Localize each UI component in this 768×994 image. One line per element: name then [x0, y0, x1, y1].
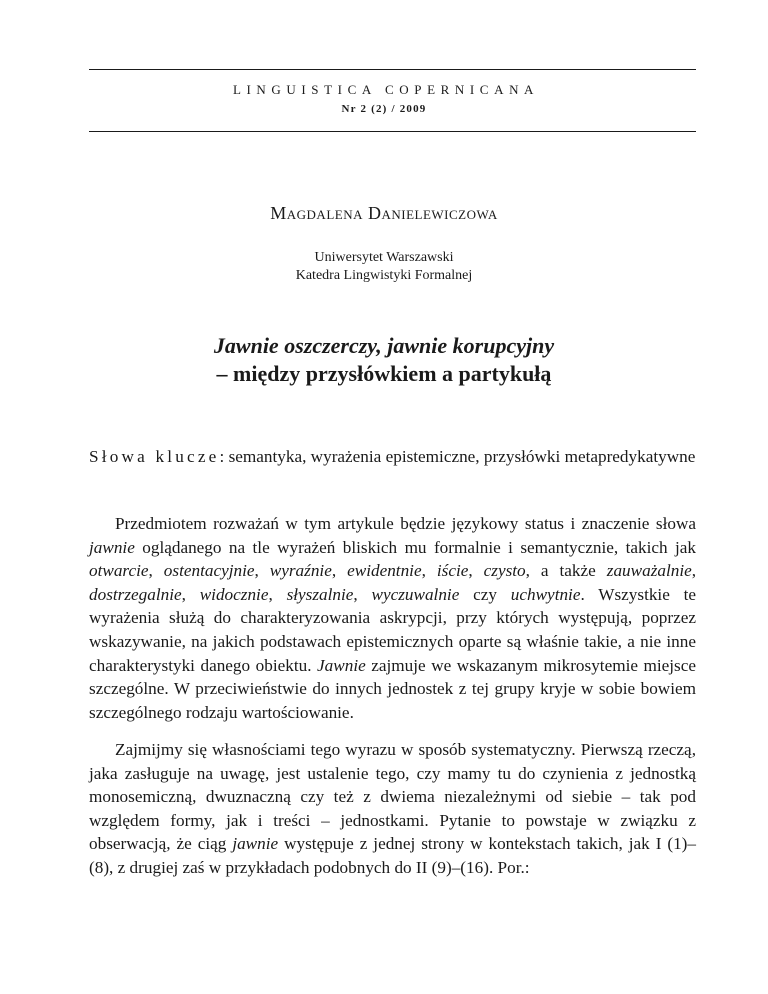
text-run: , [353, 584, 372, 604]
keywords [89, 445, 696, 469]
text-run: Przedmiotem rozważań w tym artykule będzie językowy status i znaczenie słowa [115, 514, 696, 533]
italic-term: zauważalnie [606, 561, 692, 581]
body-paragraph-2 [89, 738, 696, 880]
italic-term: wyraźnie [269, 561, 332, 581]
text-run: , [181, 584, 200, 604]
title-line-1: Jawnie oszczerczy, jawnie korupcyjny [213, 333, 555, 358]
italic-term: słyszalnie [286, 584, 354, 604]
text-run: , [148, 561, 164, 581]
keywords-label: Słowa klucze [89, 447, 220, 466]
italic-term: jawnie [89, 537, 135, 557]
author-name: Magdalena Danielewiczowa [270, 203, 498, 223]
text-run: Zajmijmy się własnościami tego wyrazu w sposób systematyczny. Pierwszą rzeczą, jaka zasługuje na uwagę, jest ustalenie tego, czy mamy tu do czynienia z jednostką monosemiczną, dwuznaczną czy też z dwiema niezależnymi od siebie – tak pod względem formy, jak i treści – jednostkami. Pytanie to powstaje w związku z obserwacją, że ciąg [89, 740, 696, 854]
title-line-2: – między przysłówkiem a partykułą [216, 361, 552, 386]
body-paragraph-1 [89, 512, 696, 724]
italic-term: widocznie [199, 584, 269, 604]
italic-term: ostentacyjnie [163, 561, 255, 581]
affiliation-university: Uniwersytet Warszawski [314, 250, 454, 265]
journal-title: LINGUISTICA COPERNICANA [232, 82, 540, 97]
italic-term: uchwytnie [510, 584, 581, 604]
italic-term: jawnie [232, 834, 279, 854]
text-run: zajmuje we wskazanym mikrosytemie miejsce szczególne. W przeciwieństwie do innych jednostek z tej grupy kryje w sobie bowiem szczególnego rodzaju wartościowanie. [89, 655, 696, 722]
article-title [0, 332, 768, 388]
header-bottom-rule [89, 131, 696, 132]
issue-number: Nr 2 (2) / 2009 [341, 103, 427, 115]
text-run: , a także [525, 561, 607, 581]
italic-term: wyczuwalnie [371, 584, 460, 604]
text-run: , [254, 561, 270, 581]
keywords-text: : semantyka, wyrażenia epistemiczne, przysłówki metapredykatywne [219, 447, 696, 466]
italic-term: dostrzegalnie [89, 584, 182, 604]
italic-term: czysto [483, 561, 526, 581]
text-run: , [331, 561, 348, 581]
italic-term: iście [436, 561, 469, 581]
top-rule [89, 69, 696, 70]
italic-term: Jawnie [317, 655, 366, 675]
text-run: czy [459, 584, 511, 604]
text-run: , [268, 584, 287, 604]
text-run: , [468, 561, 484, 581]
affiliation-department: Katedra Lingwistyki Formalnej [295, 268, 473, 283]
text-run: oglądanego na tle wyrażeń bliskich mu formalnie i semantycznie, takich jak [134, 537, 696, 557]
text-run: występuje z jednej strony w kontekstach takich, jak I (1)–(8), z drugiej zaś w przykładach podobnych do II (9)–(16). Por.: [89, 834, 697, 877]
italic-term: ewidentnie [347, 561, 422, 581]
text-run: , [691, 561, 697, 581]
text-run: . Wszystkie te wyrażenia służą do charakteryzowania askrypcji, przy których występują, poprzez wskazywanie, na jakich podstawach epistemicznych oparte są właśnie takie, a nie inne charakterystyki danego obiektu. [89, 584, 697, 675]
italic-term: otwarcie [89, 561, 149, 581]
text-run: , [421, 561, 437, 581]
